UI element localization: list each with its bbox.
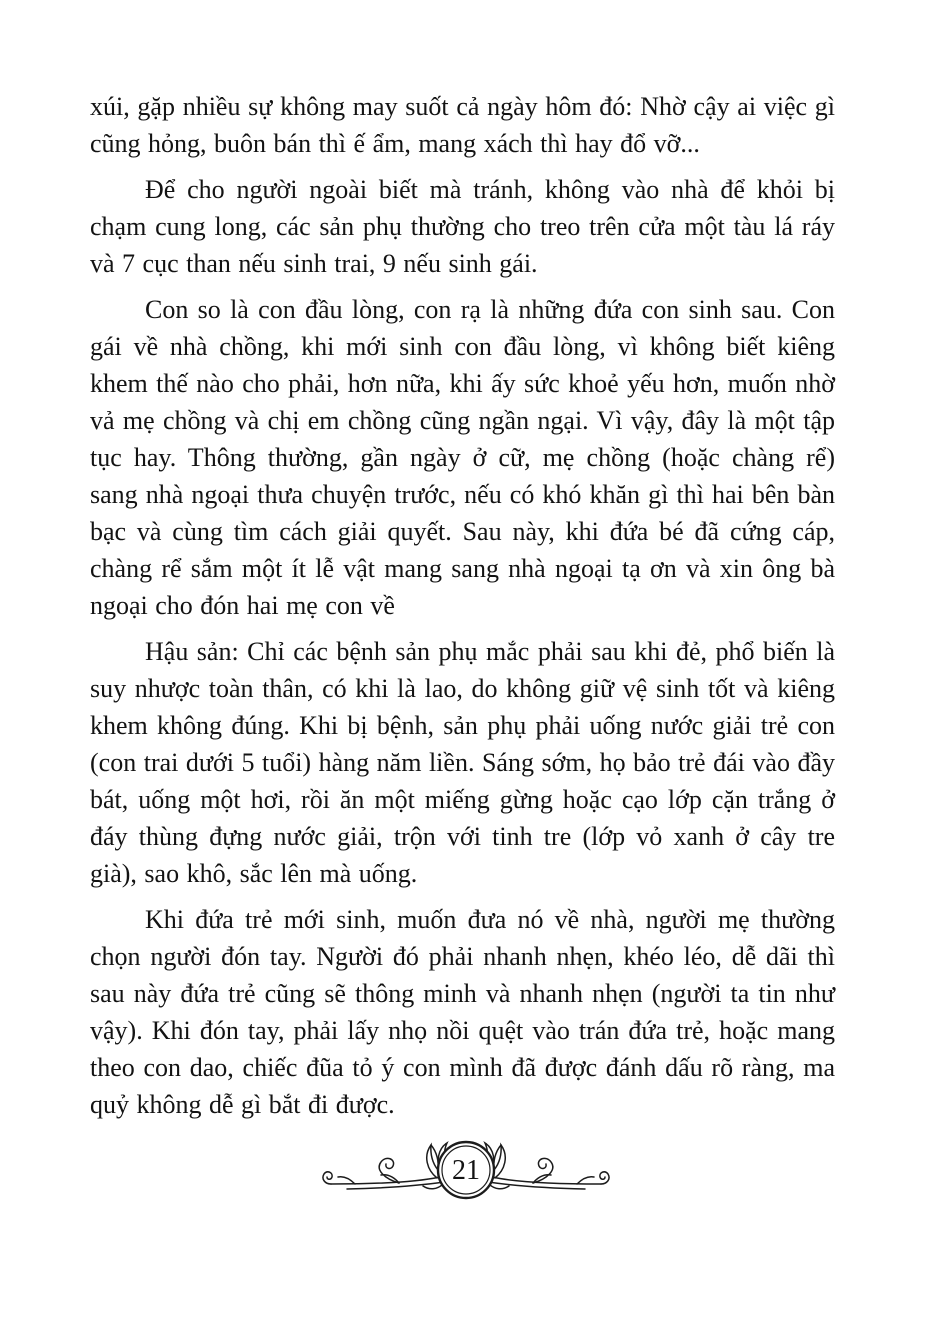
page-number-ornament	[321, 1132, 611, 1204]
paragraph-continuation: xúi, gặp nhiều sự không may suốt cả ngày hôm đó: Nhờ cậy ai việc gì cũng hỏng, buôn bán thì ế ẩm, mang xách thì hay đổ vỡ...	[90, 92, 835, 158]
paragraph: Để cho người ngoài biết mà tránh, không vào nhà để khỏi bị chạm cung long, các sản phụ thường cho treo trên cửa một tàu lá ráy và 7 cục than nếu sinh trai, 9 nếu sinh gái.	[90, 175, 835, 278]
flourish-right-icon	[483, 1143, 609, 1189]
paragraph: Con so là con đầu lòng, con rạ là những đứa con sinh sau. Con gái về nhà chồng, khi mới sinh con đầu lòng, vì không biết kiêng khem thế nào cho phải, hơn nữa, khi ấy sức khoẻ yếu hơn, muốn nhờ vả mẹ chồng và chị em chồng cũng ngần ngại. Vì vậy, đây là một tập tục hay. Thông thường, gần ngày ở cữ, mẹ chồng (hoặc chàng rể) sang nhà ngoại thưa chuyện trước, nếu có khó khăn gì thì hai bên bàn bạc và cùng tìm cách giải quyết. Sau này, khi đứa bé đã cứng cáp, chàng rể sắm một ít lễ vật mang sang nhà ngoại tạ ơn và xin ông bà ngoại cho đón hai mẹ con về	[90, 295, 835, 620]
flourish-left-icon	[322, 1143, 448, 1189]
paragraph: Khi đứa trẻ mới sinh, muốn đưa nó về nhà, người mẹ thường chọn người đón tay. Người đó phải nhanh nhẹn, khéo léo, dễ dãi thì sau này đứa trẻ cũng sẽ thông minh và nhanh nhẹn (người ta tin như vậy). Khi đón tay, phải lấy nhọ nồi quệt vào trán đứa trẻ, hoặc mang theo con dao, chiếc đũa tỏ ý con mình đã được đánh dấu rõ ràng, ma quỷ không dễ gì bắt đi được.	[90, 905, 835, 1119]
page-number: 21	[451, 1155, 480, 1186]
paragraph: Hậu sản: Chỉ các bệnh sản phụ mắc phải sau khi đẻ, phổ biến là suy nhược toàn thân, có khi là lao, do không giữ vệ sinh tốt và kiêng khem không đúng. Khi bị bệnh, sản phụ phải uống nước giải trẻ con (con trai dưới 5 tuổi) hàng năm liền. Sáng sớm, họ bảo trẻ đái vào đầy bát, uống một hơi, rồi ăn một miếng gừng hoặc cạo lớp cặn trắng ở đáy thùng đựng nước giải, trộn với tinh tre (lớp vỏ xanh ở cây tre già), sao khô, sắc lên mà uống.	[90, 637, 835, 888]
page-footer	[0, 1132, 931, 1204]
